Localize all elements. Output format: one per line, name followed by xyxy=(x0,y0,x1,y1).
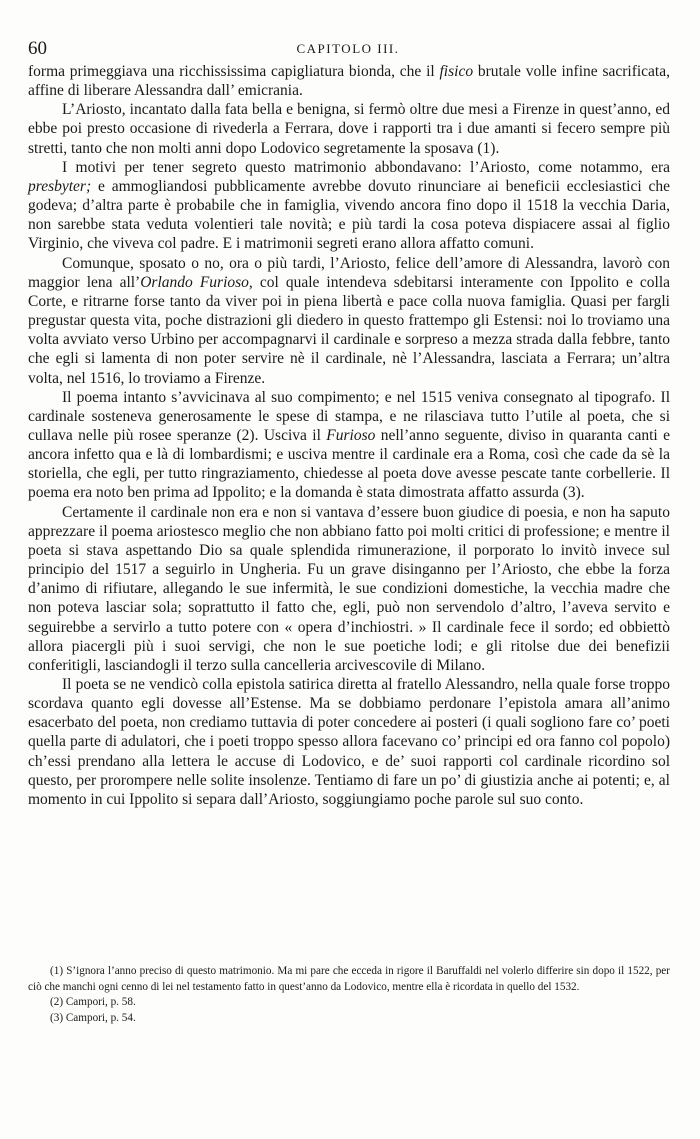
paragraph: Certamente il cardinale non era e non si vantava d’essere buon giudice di poesia, e non ha saputo apprezzare il poema ariostesco meglio che non abbiano fatto poi molti critici di professione; e mentre il poeta si stava aspettando Dio sa quale splendida rimunerazione, il porporato lo invitò invece sul principio del 1517 a seguirlo in Ungheria. Fu un grave disinganno per l’Ariosto, che ebbe la forza d’animo di rifiutare, allegando le sue infermità, le sue condizioni domestiche, la vecchia madre che non poteva lasciar sola; soprattutto il fatto che, egli, può non servendolo d’altro, l’aveva servito e seguirebbe a servirlo a tutto potere con « opera d’inchiostri. » Il cardinale fece il sordo; ed obbiettò allora piacergli più i suoi servigi, che non le sue poetiche lodi; e gli ritolse due dei benefizii conferitigli, lasciandogli il terzo sulla cancelleria arcivescovile di Milano. xyxy=(28,503,670,674)
footnotes xyxy=(28,964,670,1026)
running-head: CAPITOLO III. xyxy=(296,41,400,56)
paragraph: Il poeta se ne vendicò colla epistola satirica diretta al fratello Alessandro, nella quale forse troppo scordava quanto egli dovesse all’Estense. Ma se dobbiamo perdonare l’epistola amara all’animo esacerbato del poeta, non crediamo tuttavia di poter concedere ai posteri (i quali sogliono fare co’ poeti quella parte di adulatori, che i poeti troppo spesso allora facevano co’ principi ed ora fanno col popolo) ch’essi prendano alla lettera le accuse di Lodovico, e de’ suoi rapporti col cardinale ricordino sol questo, per prorompere nelle solite insolenze. Tentiamo di fare un po’ di giustizia anche ai potenti; e, al momento in cui Ippolito si separa dall’Ariosto, soggiungiamo poche parole sul suo conto. xyxy=(28,676,670,808)
footnote: (1) S’ignora l’anno preciso di questo matrimonio. Ma mi pare che ecceda in rigore il Baruffaldi nel volerlo differire sin dopo il 1522, per ciò che manchi ogni cenno di lei nel testamento fatto in quest’anno da Lodovico, mentre ella è ricordata in quello del 1532. xyxy=(28,965,670,993)
paragraph: L’Ariosto, incantato dalla fata bella e benigna, si fermò oltre due mesi a Firenze in quest’anno, ed ebbe poi presto occasione di rivederla a Ferrara, dove i rapporti tra i due amanti si fecero sempre più stretti, tanto che non molti anni dopo Lodovico segretamente la sposava (1). xyxy=(28,101,670,157)
footnote: (3) Campori, p. 54. xyxy=(50,1011,136,1024)
page-header xyxy=(28,38,668,60)
paragraph: Comunque, sposato o no, ora o più tardi, l’Ariosto, felice dell’amore di Alessandra, lavorò con maggior lena all’Orlando Furioso, col quale intendeva sdebitarsi interamente con Ippolito e colla Corte, e ritrarne forse tanto da viver poi in piena libertà e pace colla nuova famiglia. Quasi per fargli pregustar questa vita, poche distrazioni gli diedero in questo frattempo gli Estensi: noi lo troviamo una volta avviato verso Urbino per accompagnarvi il cardinale e sorpreso a mezza strada dalla febbre, tanto che egli si lamenta di non poter servire nè il cardinale, nè l’Alessandra, lasciata a Ferrara; un’altra volta, nel 1516, lo troviamo a Firenze. xyxy=(28,254,671,387)
paragraph: I motivi per tener segreto questo matrimonio abbondavano: l’Ariosto, come notammo, era presbyter; e ammogliandosi pubblicamente avrebbe dovuto rinunciare ai beneficii ecclesiastici che godeva; d’altra parte è probabile che in famiglia, vivendo ancora fino dopo il 1518 la vecchia Daria, non sarebbe stata veduta volentieri tale novità; e più tardi la cosa poteva dispiacere assai al figlio Virginio, che viveva col padre. E i matrimonii segreti erano allora affatto comuni. xyxy=(28,158,670,253)
paragraph: forma primeggiava una ricchississima capigliatura bionda, che il fisico brutale volle infine sacrificata, affine di liberare Alessandra dall’ emicrania. xyxy=(28,63,670,100)
footnote: (2) Campori, p. 58. xyxy=(50,996,136,1008)
body-text xyxy=(28,62,670,809)
paragraph: Il poema intanto s’avvicinava al suo compimento; e nel 1515 veniva consegnato al tipografo. Il cardinale sosteneva generosamente le spese di stampa, e ne rilasciava tutto l’utile al poeta, che si cullava nelle più rosee speranze (2). Usciva il Furioso nell’anno seguente, diviso in quaranta canti e ancora infetto qua e là di lombardismi; e usciva mentre il cardinale era a Roma, così che cade da sè la storiella, che egli, per tutto ringraziamento, chiedesse al poeta dove avesse pescate tante corbellerie. Il poema era noto ben prima ad Ippolito; e la domanda è stata dimostrata affatto assurda (3). xyxy=(28,388,670,502)
page-number: 60 xyxy=(28,38,47,59)
